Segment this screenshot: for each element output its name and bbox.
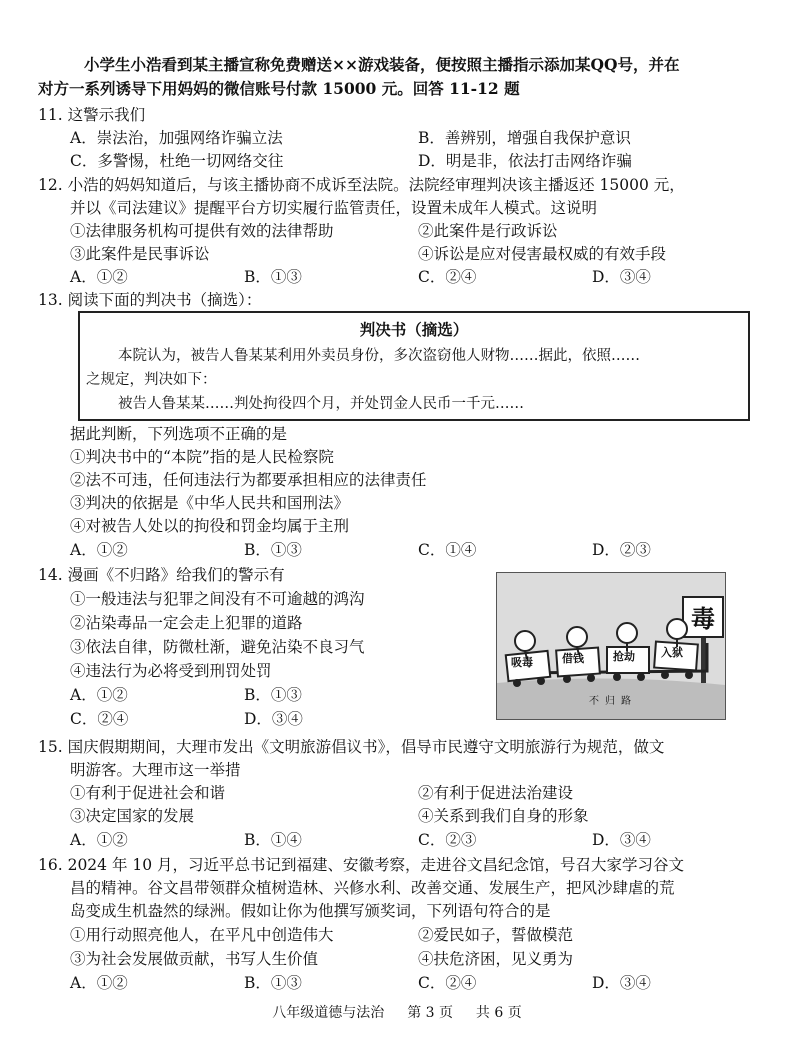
q14-stem: 14. 漫画《不归路》给我们的警示有 [38,566,285,584]
q15-option-a: A．①② [70,831,128,849]
judgment-line-3: 被告人鲁某某……判处拘役四个月，并处罚金人民币一千元…… [118,396,524,412]
q14-option-c: C．②④ [70,710,129,728]
q13-option-d: D．②③ [592,541,651,559]
q16-statement-2: ②爱民如子，誓做模范 [418,926,574,944]
q16-stem-1: 16. 2024 年 10 月，习近平总书记到福建、安徽考察，走进谷文昌纪念馆，号召大家学习谷文 [38,856,685,874]
q15-option-c: C．②③ [418,831,477,849]
cart-label-2: 借钱 [562,652,584,665]
q13-statement-4: ④对被告人处以的拘役和罚金均属于主刑 [70,517,350,535]
cart-label-1: 吸毒 [511,656,533,669]
q15-statement-4: ④关系到我们自身的形象 [418,807,589,825]
q12-option-b: B．①③ [244,268,302,286]
q12-statement-4: ④诉讼是应对侵害最权威的有效手段 [418,245,667,263]
q14-statement-4: ④违法行为必将受到刑罚处罚 [70,662,272,680]
q13-statement-3: ③判决的依据是《中华人民共和国刑法》 [70,494,350,512]
q13-statement-1: ①判决书中的“本院”指的是人民检察院 [70,448,334,466]
q14-option-a: A．①② [70,686,128,704]
q16-option-b: B．①③ [244,974,302,992]
q15-statement-2: ②有利于促进法治建设 [418,784,574,802]
q14-option-d: D．③④ [244,710,303,728]
q12-statement-1: ①法律服务机构可提供有效的法律帮助 [70,222,334,240]
q11-option-b: B．善辨别，增强自我保护意识 [418,129,631,147]
page-footer [0,1002,794,1022]
q12-option-a: A．①② [70,268,128,286]
q16-statement-4: ④扶危济困，见义勇为 [418,950,574,968]
judgment-title: 判决书（摘选） [359,320,469,339]
q13-stem: 13. 阅读下面的判决书（摘选）： [38,291,262,309]
q14-statement-3: ③依法自律，防微杜渐，避免沾染不良习气 [70,638,365,656]
q14-statement-1: ①一般违法与犯罪之间没有不可逾越的鸿沟 [70,590,365,608]
q14-option-b: B．①③ [244,686,302,704]
q13-statement-2: ②法不可违，任何违法行为都要承担相应的法律责任 [70,471,427,489]
poison-sign-char: 毒 [691,604,715,633]
q11-option-d: D．明是非，依法打击网络诈骗 [418,152,632,170]
q13-option-c: C．①④ [418,541,477,559]
comic-no-return-road [496,572,726,720]
cart-label-4: 入狱 [661,646,683,659]
q15-stem-2: 明游客。大理市这一举措 [70,761,241,779]
q12-stem-1: 12. 小浩的妈妈知道后，与该主播协商不成诉至法院。法院经审理判决该主播返还 15000 元， [38,176,685,194]
q16-stem-3: 岛变成生机盎然的绿洲。假如让你为他撰写颁奖词，下列语句符合的是 [70,902,551,920]
intro-line-1: 小学生小浩看到某主播宣称免费赠送××游戏装备，便按照主播指示添加某QQ号，并在 [84,55,680,74]
q11-option-a: A．崇法治，加强网络诈骗立法 [70,129,283,147]
q12-stem-2: 并以《司法建议》提醒平台方切实履行监管责任，设置未成年人模式。这说明 [70,199,598,217]
q13-after: 据此判断，下列选项不正确的是 [70,425,288,443]
q16-statement-1: ①用行动照亮他人，在平凡中创造伟大 [70,926,334,944]
q16-statement-3: ③为社会发展做贡献，书写人生价值 [70,950,319,968]
footer-total-pages: 共 6 页 [475,1005,522,1021]
q16-option-d: D．③④ [592,974,651,992]
q13-option-b: B．①③ [244,541,302,559]
q16-stem-2: 昌的精神。谷文昌带领群众植树造林、兴修水利、改善交通、发展生产，把风沙肆虐的荒 [70,879,675,897]
q11-stem: 11. 这警示我们 [38,106,146,124]
road-label: 不归路 [589,696,637,707]
judgment-box [78,311,750,421]
footer-page-number: 第 3 页 [407,1005,453,1021]
q15-statement-1: ①有利于促进社会和谐 [70,784,226,802]
q12-statement-3: ③此案件是民事诉讼 [70,245,210,263]
q16-option-a: A．①② [70,974,128,992]
judgment-line-2: 之规定，判决如下： [86,372,217,388]
q16-option-c: C．②④ [418,974,477,992]
footer-subject: 八年级道德与法治 [272,1005,385,1021]
q15-option-d: D．③④ [592,831,651,849]
q12-option-d: D．③④ [592,268,651,286]
q15-stem-1: 15. 国庆假期期间，大理市发出《文明旅游倡议书》，倡导市民遵守文明旅游行为规范，做文 [38,738,665,756]
intro-line-2: 对方一系列诱导下用妈妈的微信账号付款 15000 元。回答 11-12 题 [38,79,520,98]
q11-option-c: C．多警惕，杜绝一切网络交往 [70,152,284,170]
q12-statement-2: ②此案件是行政诉讼 [418,222,558,240]
q14-statement-2: ②沾染毒品一定会走上犯罪的道路 [70,614,303,632]
q13-option-a: A．①② [70,541,128,559]
q12-option-c: C．②④ [418,268,477,286]
cart-label-3: 抢劫 [613,650,635,663]
judgment-line-1: 本院认为，被告人鲁某某利用外卖员身份，多次盗窃他人财物……据此，依照…… [118,348,640,364]
q15-option-b: B．①④ [244,831,302,849]
q15-statement-3: ③决定国家的发展 [70,807,195,825]
